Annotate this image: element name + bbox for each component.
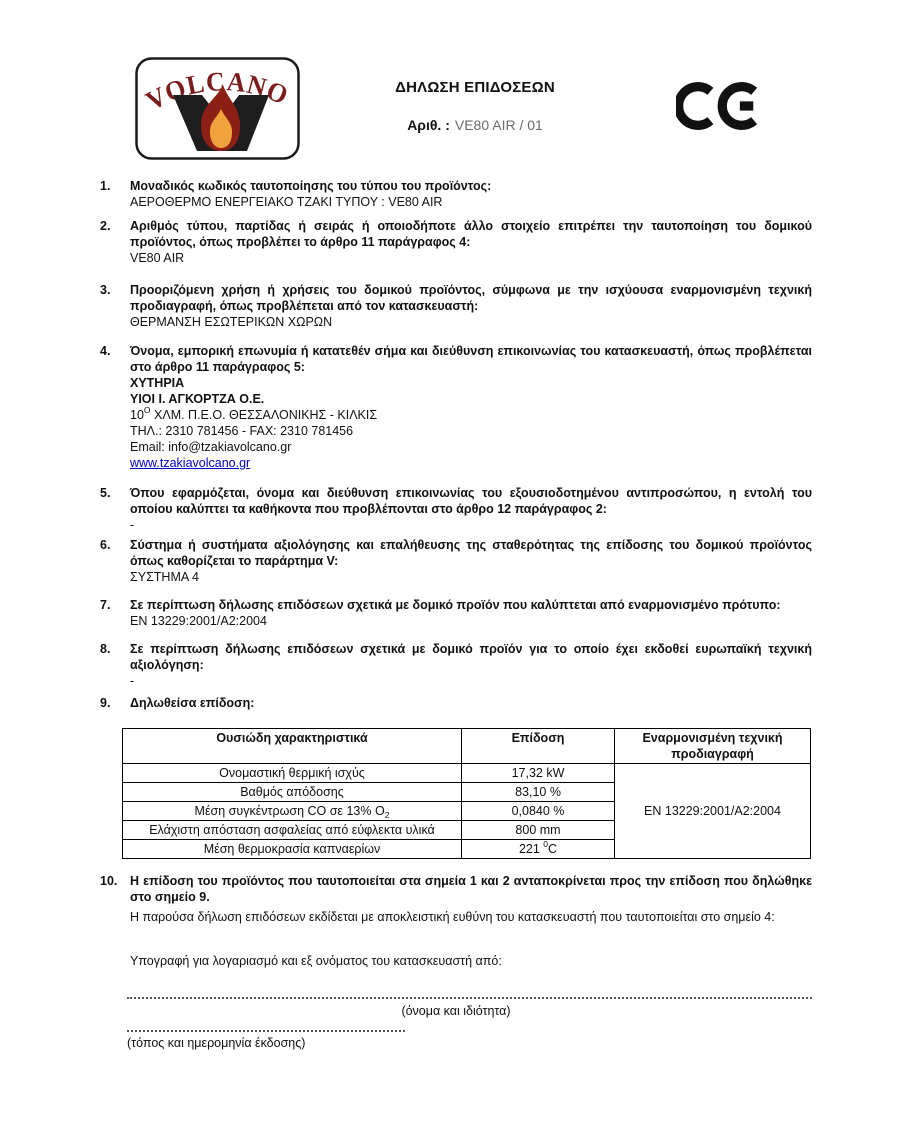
dop-item-9 bbox=[100, 695, 812, 711]
dop-item-8 bbox=[100, 641, 812, 689]
value-cell: 0,0840 % bbox=[462, 802, 615, 821]
col-header-spec: Εναρμονισμένη τεχνική προδιαγραφή bbox=[615, 729, 811, 764]
item-number: 1. bbox=[100, 179, 111, 193]
item-body: ΑΕΡΟΘΕΡΜΟ ΕΝΕΡΓΕΙΑΚΟ ΤΖΑΚΙ ΤΥΠΟΥ : VE80 AIR bbox=[130, 195, 443, 209]
item-number: 6. bbox=[100, 538, 111, 552]
item-label: Μοναδικός κωδικός ταυτοποίησης του τύπου του προϊόντος: bbox=[130, 179, 492, 193]
item-body: ΘΕΡΜΑΝΣΗ ΕΣΩΤΕΡΙΚΩΝ ΧΩΡΩΝ bbox=[130, 315, 333, 329]
item-body: - bbox=[130, 518, 135, 532]
value-cell: 221 $^0$C bbox=[462, 840, 615, 859]
characteristic-cell: Ονομαστική θερμική ισχύς bbox=[123, 764, 462, 783]
value-cell: 17,32 kW bbox=[462, 764, 615, 783]
manufacturer-phone: ΤΗΛ.: 2310 781456 - FAX: 2310 781456 bbox=[130, 424, 354, 438]
document-header bbox=[330, 80, 620, 133]
manufacturer-website-link[interactable]: www.tzakiavolcano.gr bbox=[130, 456, 251, 470]
item-body: ΣΥΣΤΗΜΑ 4 bbox=[130, 570, 199, 584]
value-cell: 83,10 % bbox=[462, 783, 615, 802]
svg-text:VOLCANO: VOLCANO bbox=[141, 66, 295, 117]
item-number: 3. bbox=[100, 283, 111, 297]
dop-item-4 bbox=[100, 343, 812, 471]
item-label: Αριθμός τύπου, παρτίδας ή σειράς ή οποιοδήποτε άλλο στοιχείο επιτρέπει την ταυτοποίηση του δομικού προϊόντος, όπως προβλέπει το άρθρο 11 παράγραφος 4: bbox=[130, 219, 812, 249]
dop-item-7 bbox=[100, 597, 812, 629]
col-header-performance: Επίδοση bbox=[462, 729, 615, 764]
item-number: 4. bbox=[100, 344, 111, 358]
manufacturer-address: $10^O$ ΧΛΜ. Π.Ε.Ο. ΘΕΣΣΑΛΟΝΙΚΗΣ - ΚΙΛΚΙΣ bbox=[130, 405, 378, 422]
signature-line-name bbox=[127, 993, 812, 999]
signature-intro: Υπογραφή για λογαριασμό και εξ ονόματος του κατασκευαστή από: bbox=[130, 954, 502, 968]
characteristic-cell: Βαθμός απόδοσης bbox=[123, 783, 462, 802]
document-number-label: Αριθ. : bbox=[407, 117, 450, 133]
item-label: Σε περίπτωση δήλωσης επιδόσεων σχετικά με δομικό προϊόν που καλύπτεται από εναρμονισμένο πρότυπο: bbox=[130, 598, 781, 612]
item-number: 8. bbox=[100, 642, 111, 656]
manufacturer-email: Email: info@tzakiavolcano.gr bbox=[130, 440, 292, 454]
document-number-line bbox=[330, 117, 620, 133]
item-body: - bbox=[130, 674, 135, 688]
document-number-value: VE80 AIR / 01 bbox=[454, 117, 543, 133]
signature-line-place bbox=[127, 1026, 405, 1032]
item-label: Σύστημα ή συστήματα αξιολόγησης και επαλήθευσης της σταθερότητας της επίδοσης του δομικού προϊόντος όπως καθορίζεται το παράρτημα V: bbox=[130, 538, 812, 568]
dop-item-5 bbox=[100, 485, 812, 533]
ce-mark-icon bbox=[676, 78, 760, 134]
dop-item-10 bbox=[100, 873, 812, 905]
declared-performance-table bbox=[122, 728, 811, 859]
table-row bbox=[123, 764, 811, 783]
spec-cell: EN 13229:2001/A2:2004 bbox=[615, 764, 811, 859]
characteristic-cell: Μέση συγκέντρωση CO σε 13% $O_2$ bbox=[123, 802, 462, 821]
item-label: Όπου εφαρμόζεται, όνομα και διεύθυνση επικοινωνίας του εξουσιοδοτημένου αντιπροσώπου, η εντολή του οποίου καλύπτει τα καθήκοντα που προβλέπονται στο άρθρο 12 παράγραφος 2: bbox=[130, 486, 812, 516]
value-cell: 800 mm bbox=[462, 821, 615, 840]
item-number: 5. bbox=[100, 486, 111, 500]
item-label: Η επίδοση του προϊόντος που ταυτοποιείται στα σημεία 1 και 2 ανταποκρίνεται προς την επίδοση που δηλώθηκε στο σημείο 9. bbox=[130, 874, 812, 904]
table-header-row bbox=[123, 729, 811, 764]
item-label: Προοριζόμενη χρήση ή χρήσεις του δομικού προϊόντος, σύμφωνα με την ισχύουσα εναρμονισμένη τεχνική προδιαγραφή, όπως προβλέπεται από τον κατασκευαστή: bbox=[130, 283, 812, 313]
item-number: 7. bbox=[100, 598, 111, 612]
item-body: VE80 AIR bbox=[130, 251, 185, 265]
dop-item-2 bbox=[100, 218, 812, 266]
characteristic-cell: Ελάχιστη απόσταση ασφαλείας από εύφλεκτα υλικά bbox=[123, 821, 462, 840]
item-label: Όνομα, εμπορική επωνυμία ή κατατεθέν σήμα και διεύθυνση επικοινωνίας του κατασκευαστή, όπως προβλέπεται στο άρθρο 11 παράγραφος 5: bbox=[130, 344, 812, 374]
item-number: 2. bbox=[100, 219, 111, 233]
manufacturer-name-2: ΥΙΟΙ Ι. ΑΓΚΟΡΤΖΑ Ο.Ε. bbox=[130, 392, 265, 406]
responsibility-statement: Η παρούσα δήλωση επιδόσεων εκδίδεται με αποκλειστική ευθύνη του κατασκευαστή που ταυτοποιείται στο σημείο 4: bbox=[130, 910, 775, 924]
manufacturer-name-1: ΧΥΤΗΡΙΑ bbox=[130, 376, 185, 390]
signature-name-caption: (όνομα και ιδιότητα) bbox=[401, 1004, 511, 1018]
volcano-logo bbox=[135, 57, 300, 160]
item-number: 9. bbox=[100, 696, 111, 710]
item-body: EN 13229:2001/A2:2004 bbox=[130, 614, 267, 628]
volcano-logo-icon bbox=[135, 57, 300, 160]
item-label: Σε περίπτωση δήλωσης επιδόσεων σχετικά με δομικό προϊόν για το οποίο έχει εκδοθεί ευρωπαϊκή τεχνική αξιολόγηση: bbox=[130, 642, 812, 672]
col-header-characteristics: Ουσιώδη χαρακτηριστικά bbox=[123, 729, 462, 764]
page-title: ΔΗΛΩΣΗ ΕΠΙΔΟΣΕΩΝ bbox=[395, 79, 555, 96]
item-number: 10. bbox=[100, 874, 118, 888]
dop-item-1 bbox=[100, 178, 812, 210]
signature-place-caption: (τόπος και ημερομηνία έκδοσης) bbox=[127, 1036, 306, 1050]
characteristic-cell: Μέση θερμοκρασία καπναερίων bbox=[123, 840, 462, 859]
dop-item-3 bbox=[100, 282, 812, 330]
item-label: Δηλωθείσα επίδοση: bbox=[130, 696, 255, 710]
document-body bbox=[100, 178, 812, 1051]
dop-item-6 bbox=[100, 537, 812, 585]
